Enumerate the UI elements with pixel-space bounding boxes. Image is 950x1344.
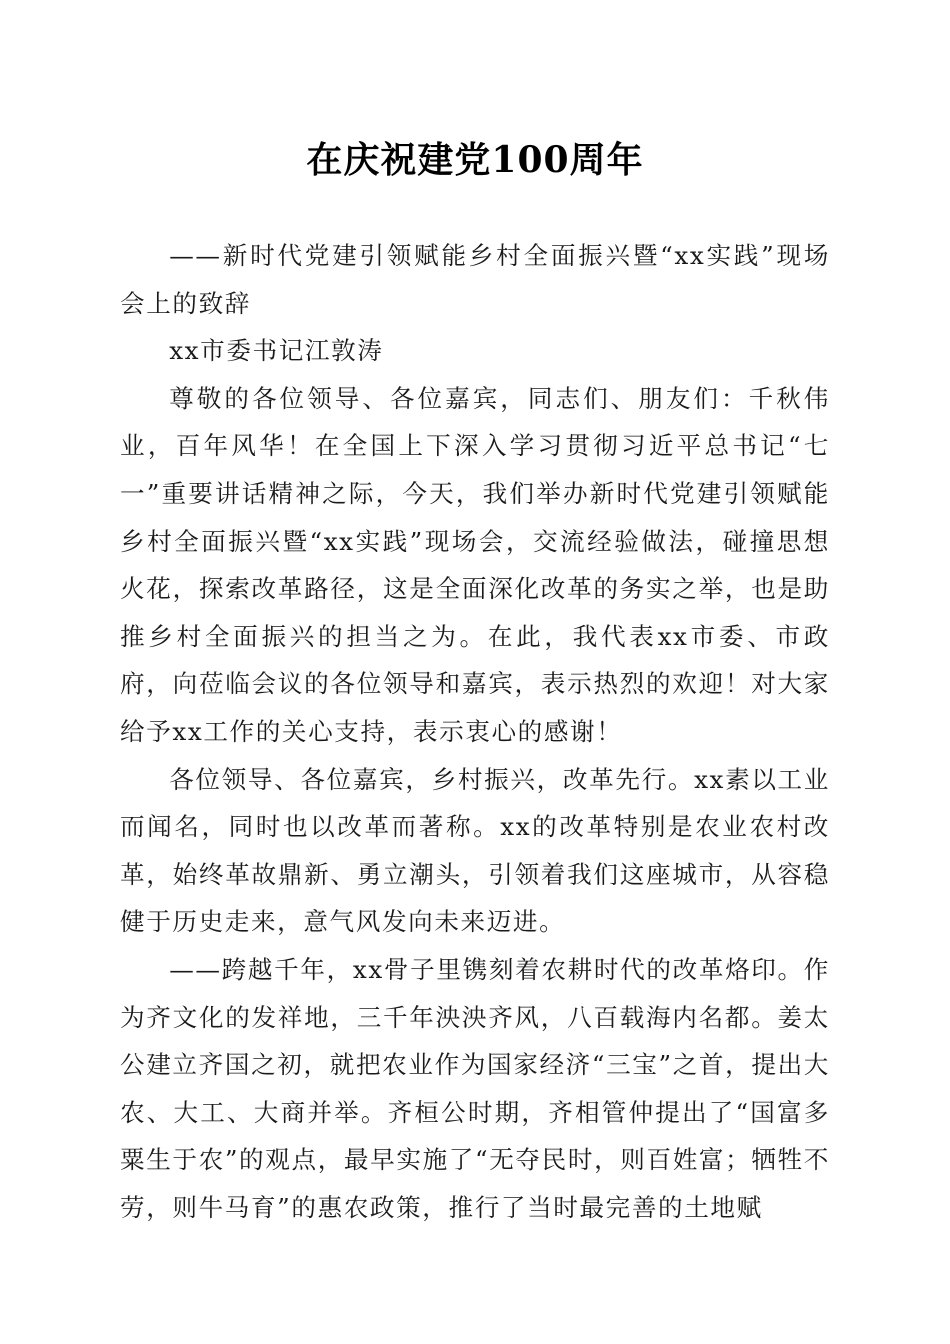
subtitle: ——新时代党建引领赋能乡村全面振兴暨“xx实践”现场会上的致辞	[120, 241, 830, 318]
paragraph: 各位领导、各位嘉宾，乡村振兴，改革先行。xx素以工业而闻名，同时也以改革而著称。xx的改革特别是农业农村改革，始终革故鼎新、勇立潮头，引领着我们这座城市，从容稳健于历史走来，意气风发向未来迈进。	[120, 764, 830, 937]
paragraph: ——跨越千年，xx骨子里镌刻着农耕时代的改革烙印。作为齐文化的发祥地，三千年泱泱齐风，八百载海内名都。姜太公建立齐国之初，就把农业作为国家经济“三宝”之首，提出大农、大工、大商并举。齐桓公时期，齐相管仲提出了“国富多粟生于农”的观点，最早实施了“无夺民时，则百姓富；牺牲不劳，则牛马育”的惠农政策，推行了当时最完善的土地赋	[120, 954, 830, 1222]
document-body	[120, 232, 830, 1231]
author-line: xx市委书记江敦涛	[169, 336, 384, 366]
paragraph: 尊敬的各位领导、各位嘉宾，同志们、朋友们：千秋伟业，百年风华！在全国上下深入学习贯彻习近平总书记“七一”重要讲话精神之际，今天，我们举办新时代党建引领赋能乡村全面振兴暨“xx实践”现场会，交流经验做法，碰撞思想火花，探索改革路径，这是全面深化改革的务实之举，也是助推乡村全面振兴的担当之为。在此，我代表xx市委、市政府，向莅临会议的各位领导和嘉宾，表示热烈的欢迎！对大家给予xx工作的关心支持，表示衷心的感谢！	[120, 383, 830, 746]
document-title: 在庆祝建党100周年	[306, 139, 644, 181]
